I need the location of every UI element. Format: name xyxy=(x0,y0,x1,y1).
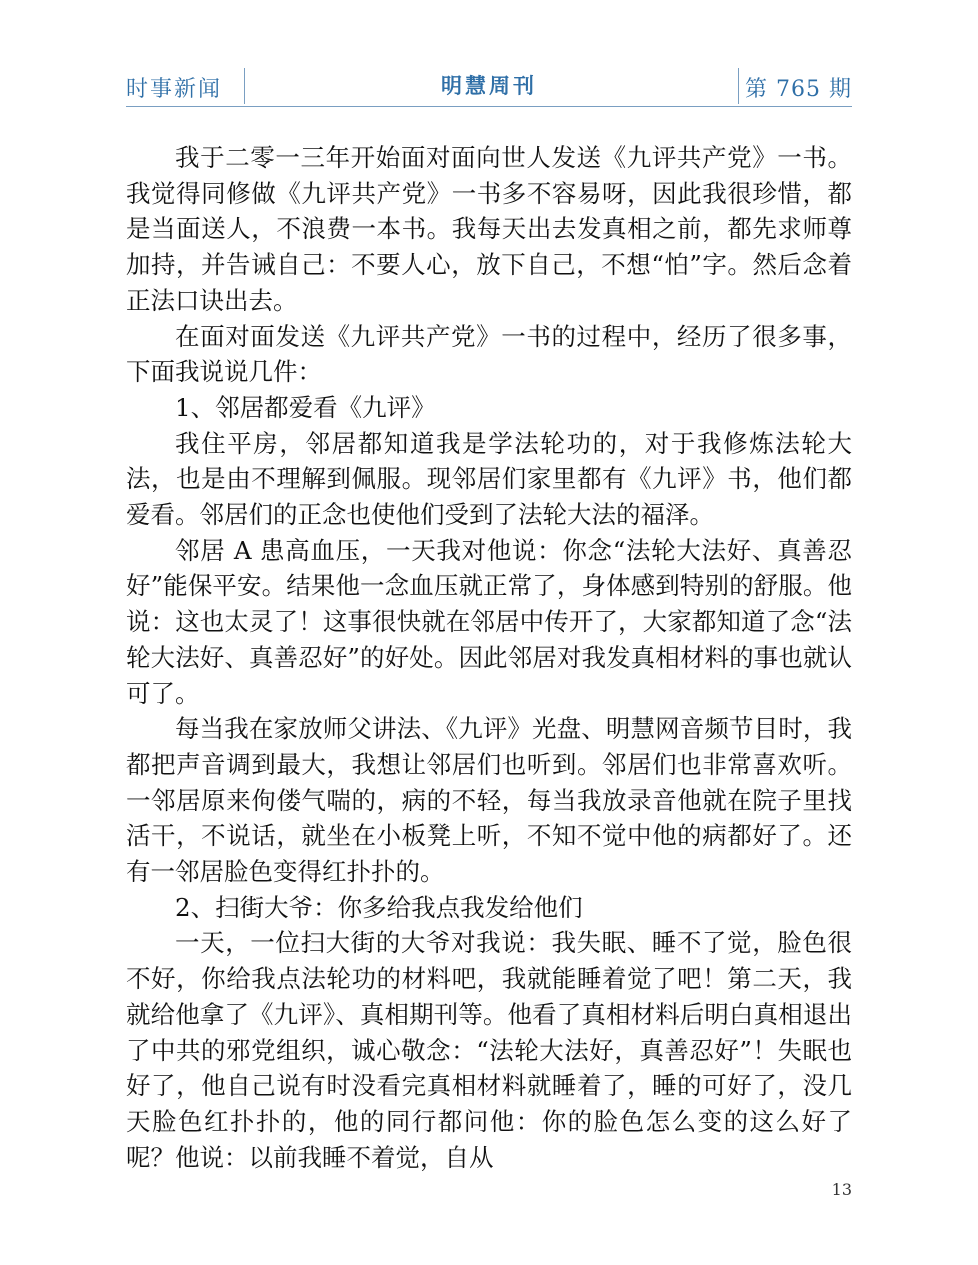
header-divider-right xyxy=(738,68,739,104)
subheading: 1、邻居都爱看《九评》 xyxy=(175,392,436,422)
paragraph: 我于二零一三年开始面对面向世人发送《九评共产党》一书。我觉得同修做《九评共产党》一书多不容易呀，因此我很珍惜，都是当面送人，不浪费一本书。我每天出去发真相之前，都先求师尊加持，并告诫自己：不要人心，放下自己，不想“怕”字。然后念着正法口诀出去。 xyxy=(126,143,852,315)
article-body xyxy=(126,140,852,1175)
publication-title: 明慧周刊 xyxy=(441,74,537,98)
paragraph: 一天，一位扫大街的大爷对我说：我失眠、睡不了觉，脸色很不好，你给我点法轮功的材料吧，我就能睡着觉了吧！第二天，我就给他拿了《九评》、真相期刊等。他看了真相材料后明白真相退出了中共的邪党组织，诚心敬念：“法轮大法好，真善忍好”！失眠也好了，他自己说有时没看完真相材料就睡着了，睡的可好了，没几天脸色红扑扑的，他的同行都问他：你的脸色怎么变的这么好了呢？他说：以前我睡不着觉，自从 xyxy=(126,928,852,1172)
issue-number: 第 765 期 xyxy=(745,77,852,102)
page-header xyxy=(126,66,852,110)
paragraph: 邻居 A 患高血压，一天我对他说：你念“法轮大法好、真善忍好”能保平安。结果他一念血压就正常了，身体感到特别的舒服。他说：这也太灵了！这事很快就在邻居中传开了，大家都知道了念“法轮大法好、真善忍好”的好处。因此邻居对我发真相材料的事也就认可了。 xyxy=(126,535,852,708)
header-rule xyxy=(126,106,852,107)
paragraph: 每当我在家放师父讲法、《九评》光盘、明慧网音频节目时，我都把声音调到最大，我想让邻居们也听到。邻居们也非常喜欢听。一邻居原来佝偻气喘的，病的不轻，每当我放录音他就在院子里找活干，不说话，就坐在小板凳上听，不知不觉中他的病都好了。还有一邻居脸色变得红扑扑的。 xyxy=(126,714,852,887)
paragraph: 在面对面发送《九评共产党》一书的过程中，经历了很多事，下面我说说几件： xyxy=(126,321,852,387)
section-label: 时事新闻 xyxy=(126,77,223,102)
subheading: 2、扫街大爷：你多给我点我发给他们 xyxy=(175,892,583,922)
paragraph: 我住平房，邻居都知道我是学法轮功的，对于我修炼法轮大法，也是由不理解到佩服。现邻居们家里都有《九评》书，他们都爱看。邻居们的正念也使他们受到了法轮大法的福泽。 xyxy=(126,428,852,530)
page-number: 13 xyxy=(831,1180,852,1199)
